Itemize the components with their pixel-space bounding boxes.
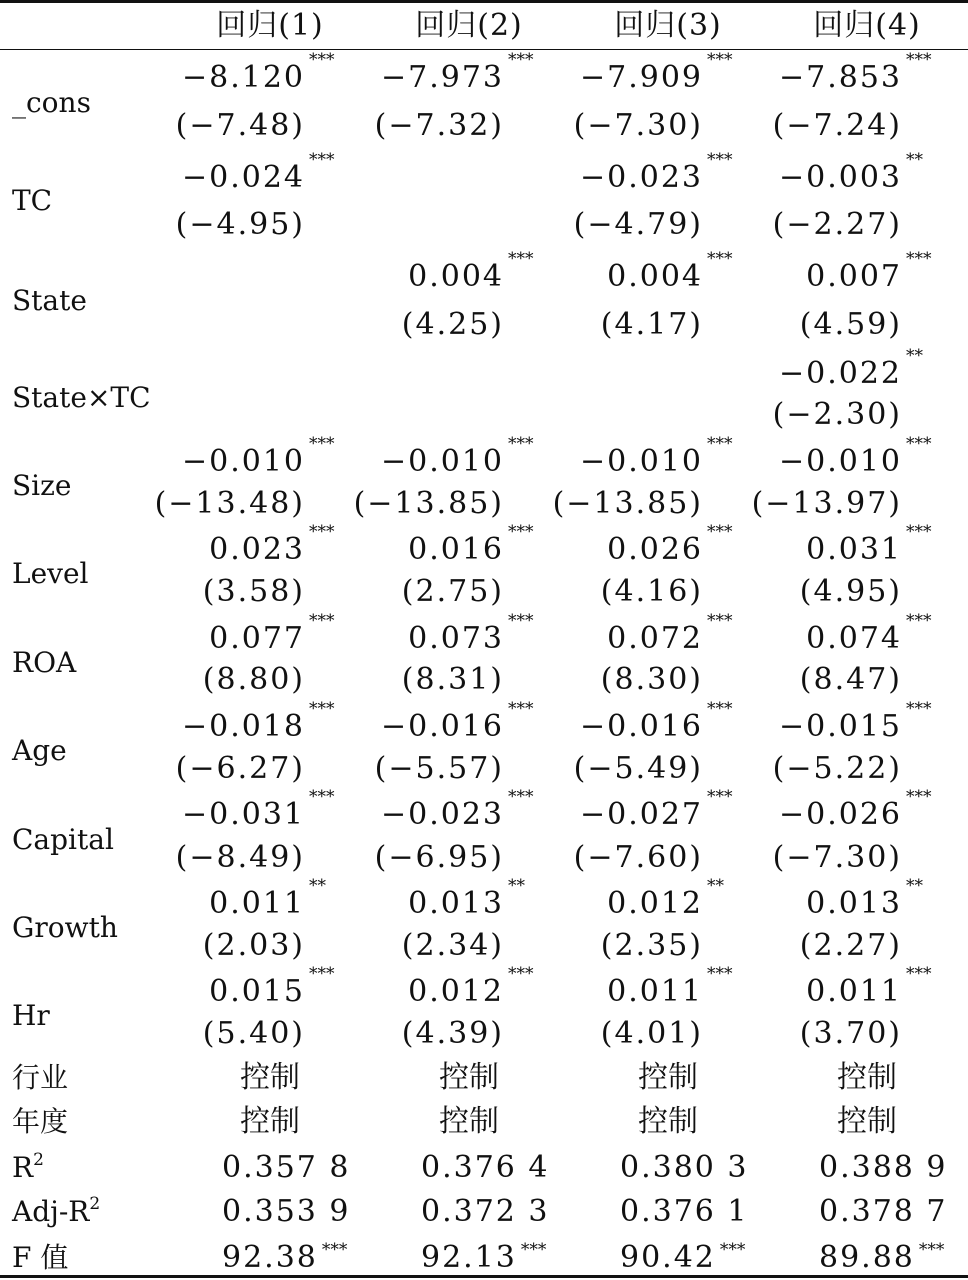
significance-stars: *** xyxy=(309,522,335,542)
column-header: 回归(3) xyxy=(614,8,722,43)
coefficient-value: −0.026 *** xyxy=(778,787,932,832)
row-label: Level xyxy=(12,557,89,590)
superscript: 2 xyxy=(33,1150,44,1170)
control-value: 控制 xyxy=(837,1060,897,1095)
row-label: Hr xyxy=(12,999,50,1032)
coefficient-value: 0.013 ** xyxy=(408,876,525,921)
stat-value: 0.372 3 xyxy=(421,1194,550,1229)
significance-stars: *** xyxy=(707,522,733,542)
stat-label: $R^2$ xyxy=(12,1150,44,1184)
significance-stars: *** xyxy=(707,50,733,70)
row-label: Age xyxy=(12,734,67,767)
significance-stars: *** xyxy=(707,611,733,631)
control-value: 控制 xyxy=(240,1104,300,1139)
coefficient-value: −7.973 *** xyxy=(380,50,534,95)
significance-stars: *** xyxy=(309,434,335,454)
coefficient-value: −7.853 *** xyxy=(778,50,932,95)
coefficient-value: 0.007 *** xyxy=(806,249,932,294)
coefficient-value: 0.073 *** xyxy=(408,611,534,656)
coefficient-value: −0.018 *** xyxy=(181,699,335,744)
control-value: 控制 xyxy=(439,1104,499,1139)
column-header: 回归(1) xyxy=(216,8,324,43)
t-statistic: (−4.79) xyxy=(573,207,703,242)
significance-stars: *** xyxy=(508,522,534,542)
significance-stars: *** xyxy=(309,611,335,631)
coefficient-value: 0.011 *** xyxy=(806,964,932,1009)
significance-stars: *** xyxy=(508,50,534,70)
t-statistic: (2.75) xyxy=(401,574,504,609)
t-statistic: (4.17) xyxy=(600,307,703,342)
t-statistic: (−7.32) xyxy=(374,108,504,143)
significance-stars: *** xyxy=(508,787,534,807)
significance-stars: *** xyxy=(906,787,932,807)
t-statistic: (−13.97) xyxy=(751,486,902,521)
t-statistic: (−5.22) xyxy=(772,751,902,786)
column-header: 回归(2) xyxy=(415,8,523,43)
row-label: _cons xyxy=(12,86,91,119)
t-statistic: (5.40) xyxy=(202,1016,305,1051)
t-statistic: (−13.85) xyxy=(552,486,703,521)
row-label: Growth xyxy=(12,911,118,944)
coefficient-value: −0.023 *** xyxy=(380,787,534,832)
t-statistic: (3.58) xyxy=(202,574,305,609)
t-statistic: (−13.48) xyxy=(154,486,305,521)
significance-stars: *** xyxy=(520,1240,547,1260)
significance-stars: *** xyxy=(707,964,733,984)
control-value: 控制 xyxy=(837,1104,897,1139)
t-statistic: (−7.24) xyxy=(772,108,902,143)
t-statistic: (4.25) xyxy=(401,307,504,342)
t-statistic: (−7.48) xyxy=(175,108,305,143)
row-label: State xyxy=(12,284,87,317)
stat-value: 92.38 *** xyxy=(222,1240,348,1275)
coefficient-value: 0.004 *** xyxy=(607,249,733,294)
row-label: Capital xyxy=(12,823,114,856)
t-statistic: (8.80) xyxy=(202,662,305,697)
coefficient-value: −0.024 *** xyxy=(181,150,335,195)
stat-value: 0.357 8 xyxy=(222,1150,351,1185)
t-statistic: (−4.95) xyxy=(175,207,305,242)
control-label: 行业 xyxy=(12,1061,69,1094)
superscript: 2 xyxy=(89,1194,101,1214)
control-value: 控制 xyxy=(638,1060,698,1095)
significance-stars: ** xyxy=(508,876,525,896)
significance-stars: *** xyxy=(508,249,534,269)
coefficient-value: −0.010 *** xyxy=(380,434,534,479)
significance-stars: *** xyxy=(918,1240,945,1260)
t-statistic: (4.01) xyxy=(600,1016,703,1051)
coefficient-value: 0.016 *** xyxy=(408,522,534,567)
row-label: State×TC xyxy=(12,381,151,414)
stat-value: 0.353 9 xyxy=(222,1194,351,1229)
t-statistic: (−8.49) xyxy=(175,840,305,875)
significance-stars: *** xyxy=(906,522,932,542)
significance-stars: *** xyxy=(309,964,335,984)
significance-stars: ** xyxy=(707,876,724,896)
coefficient-value: 0.077 *** xyxy=(209,611,335,656)
stat-value: 0.388 9 xyxy=(819,1150,948,1185)
t-statistic: (−7.30) xyxy=(573,108,703,143)
coefficient-value: −0.010 *** xyxy=(181,434,335,479)
coefficient-value: −7.909 *** xyxy=(579,50,733,95)
stat-value: 0.376 1 xyxy=(620,1194,749,1229)
coefficient-value: 0.072 *** xyxy=(607,611,733,656)
stat-value: 89.88 *** xyxy=(819,1240,945,1275)
significance-stars: ** xyxy=(906,150,923,170)
t-statistic: (−13.85) xyxy=(353,486,504,521)
coefficient-value: −0.016 *** xyxy=(380,699,534,744)
coefficient-value: 0.013 ** xyxy=(806,876,923,921)
significance-stars: *** xyxy=(707,150,733,170)
t-statistic: (8.30) xyxy=(600,662,703,697)
significance-stars: *** xyxy=(906,249,932,269)
stat-label: Adj-$R^2$ xyxy=(12,1194,101,1228)
significance-stars: ** xyxy=(906,346,923,366)
coefficient-value: 0.015 *** xyxy=(209,964,335,1009)
coefficient-value: −8.120 *** xyxy=(181,50,335,95)
stat-value: 0.378 7 xyxy=(819,1194,948,1229)
significance-stars: *** xyxy=(707,787,733,807)
significance-stars: *** xyxy=(707,249,733,269)
coefficient-value: −0.023 *** xyxy=(579,150,733,195)
coefficient-value: 0.074 *** xyxy=(806,611,932,656)
significance-stars: ** xyxy=(309,876,326,896)
t-statistic: (−7.30) xyxy=(772,840,902,875)
coefficient-value: 0.012 *** xyxy=(408,964,534,1009)
control-value: 控制 xyxy=(439,1060,499,1095)
coefficient-value: −0.016 *** xyxy=(579,699,733,744)
significance-stars: *** xyxy=(707,699,733,719)
t-statistic: (−5.49) xyxy=(573,751,703,786)
significance-stars: ** xyxy=(906,876,923,896)
row-label: ROA xyxy=(12,646,77,679)
t-statistic: (−6.95) xyxy=(374,840,504,875)
coefficient-value: −0.003 ** xyxy=(778,150,923,195)
t-statistic: (4.16) xyxy=(600,574,703,609)
significance-stars: *** xyxy=(309,150,335,170)
t-statistic: (−6.27) xyxy=(175,751,305,786)
significance-stars: *** xyxy=(508,611,534,631)
t-statistic: (−7.60) xyxy=(573,840,703,875)
t-statistic: (2.34) xyxy=(401,928,504,963)
coefficient-value: −0.027 *** xyxy=(579,787,733,832)
t-statistic: (8.31) xyxy=(401,662,504,697)
significance-stars: *** xyxy=(906,611,932,631)
significance-stars: *** xyxy=(508,964,534,984)
control-label: 年度 xyxy=(12,1105,69,1138)
control-value: 控制 xyxy=(240,1060,300,1095)
row-label: Size xyxy=(12,469,72,502)
column-header: 回归(4) xyxy=(813,8,921,43)
stat-value: 92.13 *** xyxy=(421,1240,547,1275)
coefficient-value: −0.010 *** xyxy=(778,434,932,479)
stat-label: F 值 xyxy=(12,1241,69,1274)
coefficient-value: 0.004 *** xyxy=(408,249,534,294)
t-statistic: (3.70) xyxy=(799,1016,902,1051)
coefficient-value: −0.015 *** xyxy=(778,699,932,744)
t-statistic: (−5.57) xyxy=(374,751,504,786)
significance-stars: *** xyxy=(906,50,932,70)
row-label: TC xyxy=(12,184,53,217)
coefficient-value: 0.011 *** xyxy=(607,964,733,1009)
coefficient-value: −0.022 ** xyxy=(778,346,923,391)
significance-stars: *** xyxy=(508,434,534,454)
significance-stars: *** xyxy=(719,1240,746,1260)
coefficient-value: 0.026 *** xyxy=(607,522,733,567)
t-statistic: (8.47) xyxy=(799,662,902,697)
stat-value: 0.380 3 xyxy=(620,1150,749,1185)
stat-value: 0.376 4 xyxy=(421,1150,550,1185)
coefficient-value: 0.031 *** xyxy=(806,522,932,567)
significance-stars: *** xyxy=(906,699,932,719)
coefficient-value: 0.023 *** xyxy=(209,522,335,567)
t-statistic: (−2.27) xyxy=(772,207,902,242)
stat-value: 90.42 *** xyxy=(620,1240,746,1275)
significance-stars: *** xyxy=(309,787,335,807)
coefficient-value: −0.010 *** xyxy=(579,434,733,479)
coefficient-value: 0.011 ** xyxy=(209,876,326,921)
significance-stars: *** xyxy=(508,699,534,719)
t-statistic: (−2.30) xyxy=(772,397,902,432)
t-statistic: (4.39) xyxy=(401,1016,504,1051)
t-statistic: (2.27) xyxy=(799,928,902,963)
significance-stars: *** xyxy=(906,964,932,984)
t-statistic: (2.03) xyxy=(202,928,305,963)
coefficient-value: 0.012 ** xyxy=(607,876,724,921)
significance-stars: *** xyxy=(309,699,335,719)
control-value: 控制 xyxy=(638,1104,698,1139)
t-statistic: (4.95) xyxy=(799,574,902,609)
coefficient-value: −0.031 *** xyxy=(181,787,335,832)
significance-stars: *** xyxy=(906,434,932,454)
significance-stars: *** xyxy=(707,434,733,454)
significance-stars: *** xyxy=(309,50,335,70)
significance-stars: *** xyxy=(321,1240,348,1260)
t-statistic: (2.35) xyxy=(600,928,703,963)
t-statistic: (4.59) xyxy=(799,307,902,342)
